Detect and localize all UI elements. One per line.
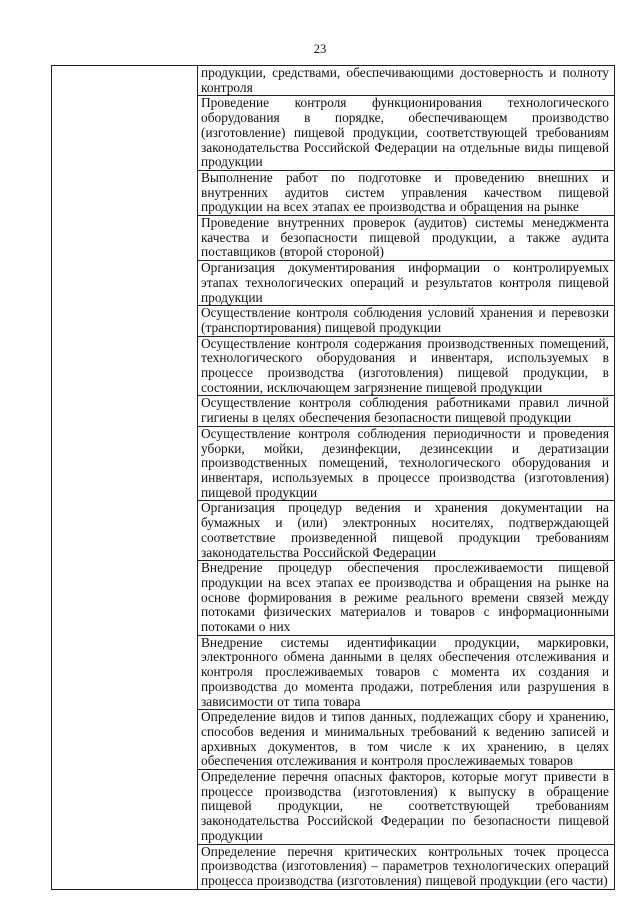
- table-cell: [198, 96, 615, 171]
- cell-text: Проведение внутренних проверок (аудитов) системы менеджмента качества и безопасности пищевой продукции, а также аудита поставщиков (второй стороной): [201, 215, 609, 260]
- left-column-cell: [52, 66, 198, 890]
- table-cell: [198, 561, 615, 636]
- cell-text: Организация документирования информации о контролируемых этапах технологических операций и результатов контроля пищевой продукции: [201, 260, 609, 305]
- table-row: [52, 66, 615, 96]
- table-cell: [198, 844, 615, 889]
- cell-text: Осуществление контроля содержания производственных помещений, технологического оборудования и инвентаря, используемых в процессе производства (изготовления) пищевой продукции, в состоянии, исключающем загрязнение пищевой продукции: [201, 335, 609, 395]
- page-number: 23: [313, 42, 327, 56]
- table-cell: [198, 66, 615, 96]
- table-cell: [198, 261, 615, 306]
- cell-text: Определение перечня критических контрольных точек процесса производства (изготовления) – параметров технологических операций процесса производства (изготовления) пищевой продукции (его части): [201, 843, 609, 888]
- table-cell: [198, 170, 615, 215]
- cell-text: Осуществление контроля соблюдения работниками правил личной гигиены в целях обеспечения безопасности пищевой продукции: [201, 395, 609, 426]
- cell-text: Организация процедур ведения и хранения документации на бумажных и (или) электронных носителях, подтверждающей соответствие произведенной пищевой продукции требованиям законодательства Российской Федерации: [201, 500, 609, 560]
- table-cell: [198, 216, 615, 261]
- table-cell: [198, 710, 615, 770]
- table-cell: [198, 396, 615, 426]
- cell-text: Проведение контроля функционирования технологического оборудования в порядке, обеспечивающем производство (изготовление) пищевой продукции, соответствующей требованиям законодательства Российской Федерации на отдельные виды пищевой продукции: [201, 95, 609, 170]
- cell-text: Осуществление контроля соблюдения периодичности и проведения уборки, мойки, дезинфекции, дезинсекции и дератизации производственных помещений, технологического оборудования и инвентаря, используемых в процессе производства (изготовления) пищевой продукции: [201, 425, 609, 500]
- cell-text: Определение перечня опасных факторов, которые могут привести в процессе производства (изготовления) к выпуску в обращение пищевой продукции, не соответствующей требованиям законодательства Российской Федерации по безопасности пищевой продукции: [201, 769, 609, 843]
- table-cell: [198, 306, 615, 336]
- table-cell: [198, 336, 615, 396]
- cell-text: продукции, средствами, обеспечивающими достоверность и полноту контроля: [201, 65, 609, 95]
- cell-text: Внедрение процедур обеспечения прослеживаемости пищевой продукции на всех этапах ее производства и обращения на рынке на основе формирования в режиме реального времени связей между потоками физических материалов и товаров с информационными потоками о них: [201, 560, 609, 635]
- cell-text: Внедрение системы идентификации продукции, маркировки, электронного обмена данными в целях обеспечения отслеживания и контроля прослеживаемых товаров с момента их создания и производства до момента продажи, потребления или разрушения в зависимости от типа товара: [201, 634, 609, 709]
- cell-text: Определение видов и типов данных, подлежащих сбору и хранению, способов ведения и минимальных требований к ведению записей и архивных документов, в том числе к их хранению, в целях обеспечения отслеживания и контроля прослеживаемых товаров: [201, 709, 609, 769]
- table-cell: [198, 770, 615, 845]
- cell-text: Осуществление контроля соблюдения условий хранения и перевозки (транспортирования) пищевой продукции: [201, 305, 609, 335]
- table-cell: [198, 501, 615, 561]
- table-cell: [198, 426, 615, 501]
- cell-text: Выполнение работ по подготовке и проведению внешних и внутренних аудитов систем управления качеством пищевой продукции на всех этапах ее производства и обращения на рынке: [201, 169, 609, 215]
- labor-functions-table: [51, 65, 615, 890]
- table-cell: [198, 635, 615, 710]
